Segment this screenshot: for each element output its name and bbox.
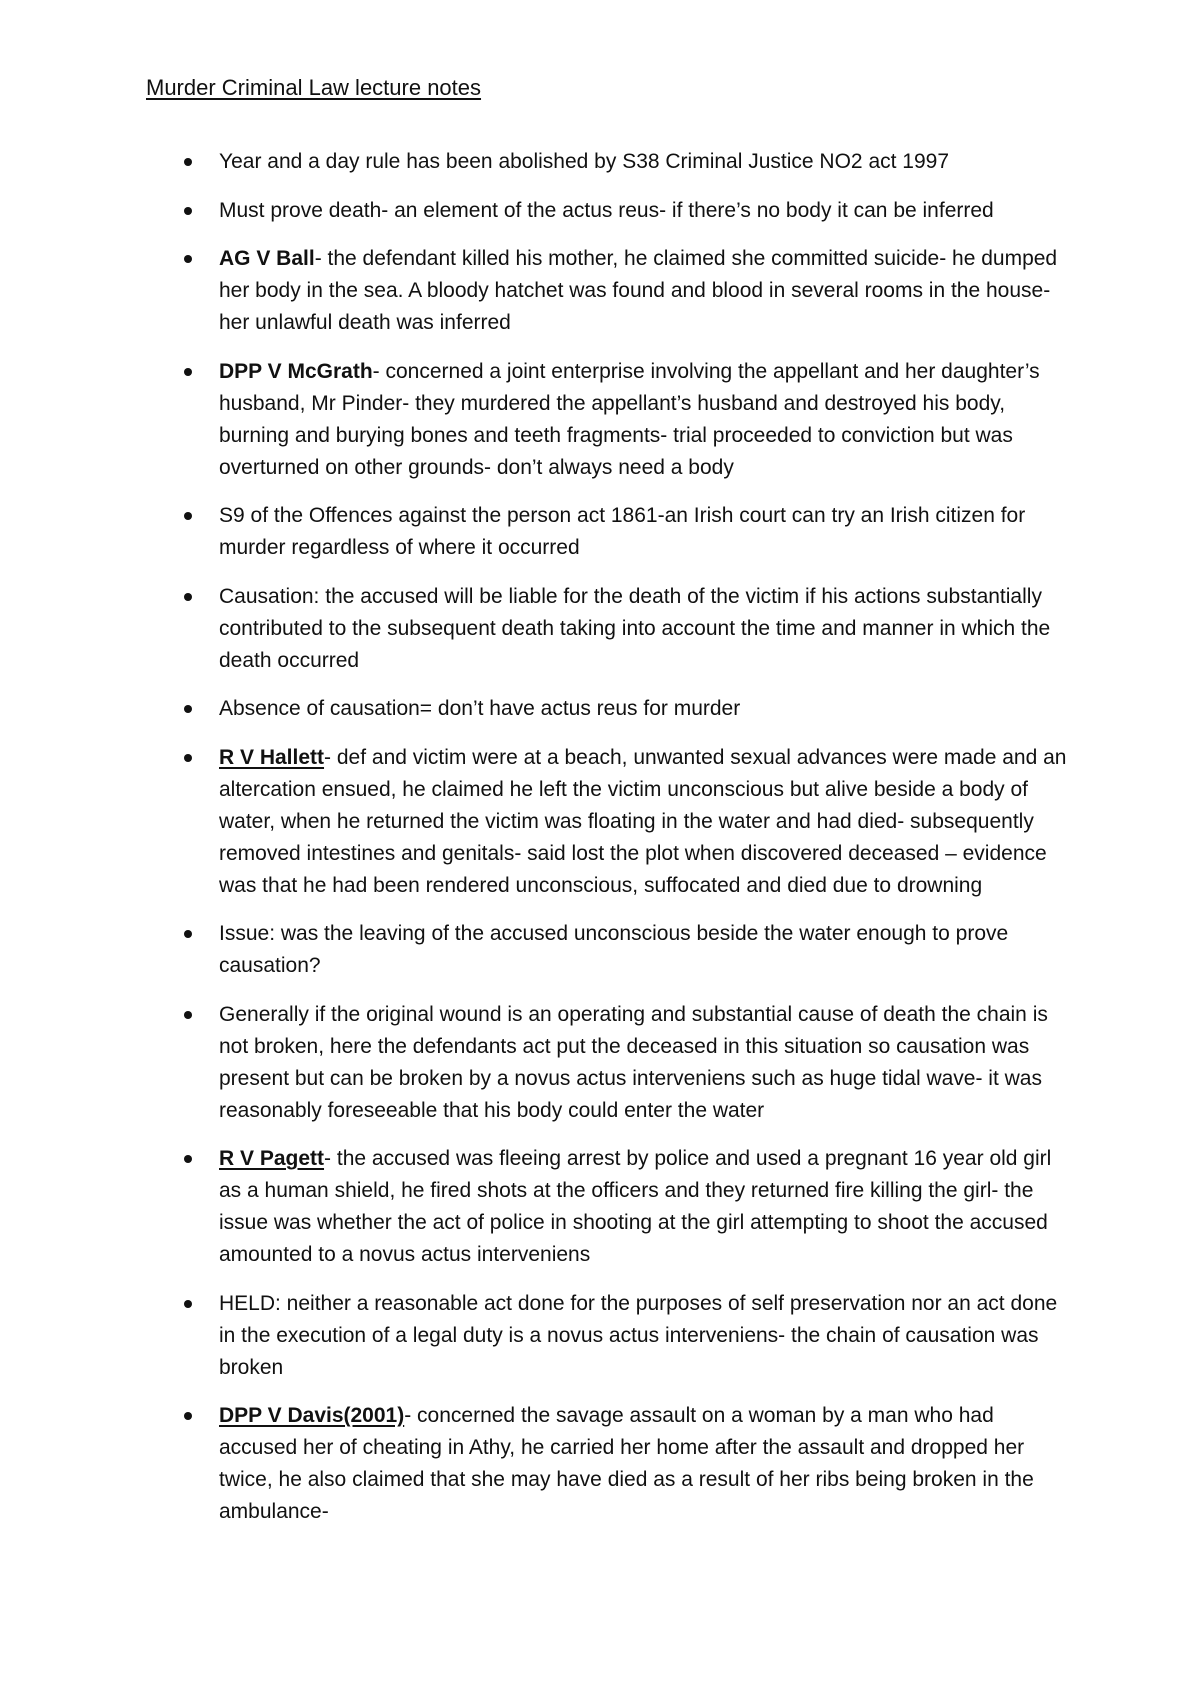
case-name: AG V Ball bbox=[219, 247, 315, 270]
list-item bbox=[0, 693, 1200, 725]
bullet-text: - the defendant killed his mother, he claimed she committed suicide- he dumped her body in the sea. A bloody hatchet was found and blood in several rooms in the house- her unlawful death was inferred bbox=[219, 247, 1058, 334]
case-name: DPP V McGrath bbox=[219, 359, 373, 383]
list-item bbox=[0, 999, 1200, 1127]
bullet-text: HELD: neither a reasonable act done for the purposes of self preservation nor an act done in the execution of a legal duty is a novus actus interveniens- the chain of causation was broken bbox=[219, 1291, 1058, 1379]
bullet-list bbox=[0, 146, 1200, 1545]
bullet-text: Issue: was the leaving of the accused unconscious beside the water enough to prove causation? bbox=[219, 922, 1009, 977]
bullet-text: S9 of the Offences against the person act 1861-an Irish court can try an Irish citizen for murder regardless of where it occurred bbox=[219, 504, 1026, 559]
bullet-text: - the accused was fleeing arrest by police and used a pregnant 16 year old girl as a human shield, he fired shots at the officers and they returned fire killing the girl- the issue was whether the act of police in shooting at the girl attempting to shoot the accused amounted to a novus actus interveniens bbox=[219, 1147, 1052, 1266]
list-item bbox=[0, 1143, 1200, 1271]
bullet-text: Must prove death- an element of the actus reus- if there’s no body it can be inferred bbox=[219, 198, 994, 222]
list-item bbox=[0, 500, 1200, 564]
bullet-text: Absence of causation= don’t have actus reus for murder bbox=[219, 697, 741, 720]
list-item bbox=[0, 918, 1200, 982]
list-item bbox=[0, 195, 1200, 227]
bullet-text: Year and a day rule has been abolished by S38 Criminal Justice NO2 act 1997 bbox=[219, 150, 950, 173]
page-title: Murder Criminal Law lecture notes bbox=[146, 75, 482, 100]
case-name: R V Pagett bbox=[219, 1147, 325, 1170]
list-item bbox=[0, 1288, 1200, 1384]
bullet-text: - concerned a joint enterprise involving the appellant and her daughter’s husband, Mr Pinder- they murdered the appellant’s husband and destroyed his body, burning and burying bones and teeth fragments- trial proceeded to conviction but was overturned on other grounds- don’t always need a body bbox=[219, 359, 1040, 479]
list-item bbox=[0, 581, 1200, 677]
list-item bbox=[0, 243, 1200, 339]
bullet-text: - def and victim were at a beach, unwanted sexual advances were made and an altercation ensued, he claimed he left the victim unconscious but alive beside a body of water, when he returned the victim was floating in the water and had died- subsequently removed intestines and genitals- said lost the plot when discovered deceased – evidence was that he had been rendered unconscious, suffocated and died due to drowning bbox=[219, 745, 1067, 897]
bullet-text: Generally if the original wound is an operating and substantial cause of death the chain is not broken, here the defendants act put the deceased in this situation so causation was present but can be broken by a novus actus interveniens such as huge tidal wave- it was reasonably foreseeable that his body could enter the water bbox=[219, 1002, 1048, 1122]
case-name: DPP V Davis(2001) bbox=[219, 1404, 405, 1427]
list-item bbox=[0, 146, 1200, 178]
list-item bbox=[0, 356, 1200, 484]
list-item bbox=[0, 742, 1200, 902]
bullet-text: Causation: the accused will be liable for the death of the victim if his actions substantially contributed to the subsequent death taking into account the time and manner in which the death occurred bbox=[219, 584, 1051, 672]
bullet-text: - concerned the savage assault on a woman by a man who had accused her of cheating in Athy, he carried her home after the assault and dropped her twice, he also claimed that she may have died as a result of her ribs being broken in the ambulance- bbox=[219, 1404, 1034, 1523]
list-item bbox=[0, 1400, 1200, 1528]
case-name: R V Hallett bbox=[219, 745, 325, 769]
